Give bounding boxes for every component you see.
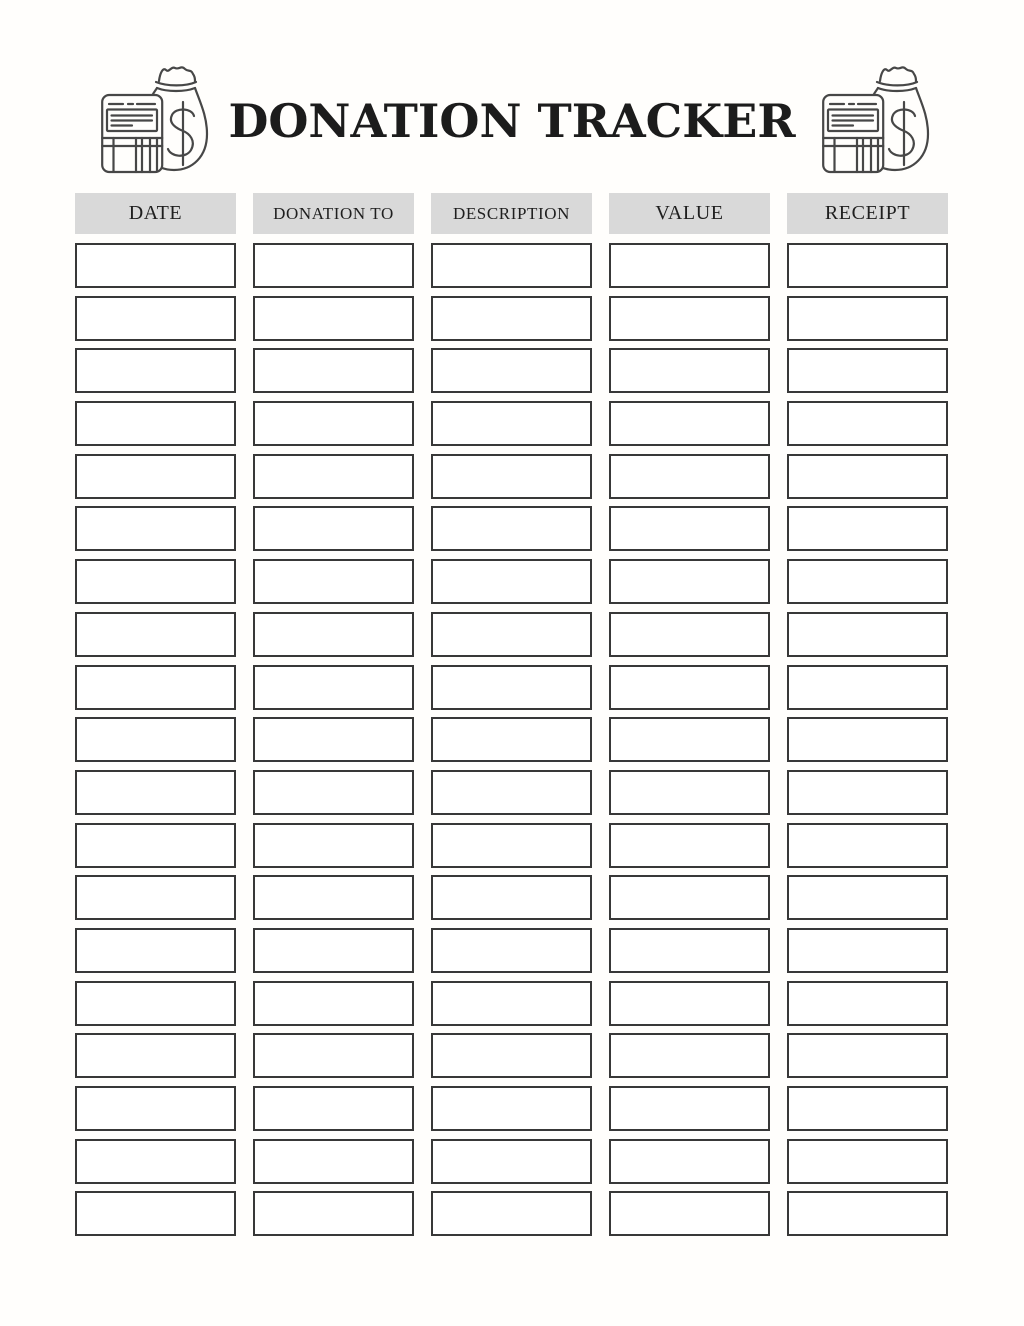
table-cell[interactable]: [431, 823, 592, 868]
table-cell[interactable]: [253, 1086, 414, 1131]
table-cell[interactable]: [75, 875, 236, 920]
table-cell[interactable]: [253, 559, 414, 604]
page-title: DONATION TRACKER: [228, 94, 796, 148]
table-cell[interactable]: [609, 665, 770, 710]
table-cell[interactable]: [787, 928, 948, 973]
table-cell[interactable]: [787, 1033, 948, 1078]
table-cell[interactable]: [253, 717, 414, 762]
table-cell[interactable]: [787, 770, 948, 815]
table-cell[interactable]: [431, 1191, 592, 1236]
table-cell[interactable]: [787, 348, 948, 393]
table-cell[interactable]: [75, 1191, 236, 1236]
table-cell[interactable]: [609, 1086, 770, 1131]
table-cell[interactable]: [75, 506, 236, 551]
table-cell[interactable]: [431, 770, 592, 815]
table-cell[interactable]: [431, 1033, 592, 1078]
table-cell[interactable]: [253, 243, 414, 288]
table-cell[interactable]: [253, 348, 414, 393]
table-cell[interactable]: [787, 612, 948, 657]
table-cell[interactable]: [253, 981, 414, 1026]
donation-table: [75, 193, 948, 1236]
table-cell[interactable]: [609, 401, 770, 446]
table-cell[interactable]: [609, 981, 770, 1026]
table-cell[interactable]: [75, 770, 236, 815]
table-cell[interactable]: [253, 770, 414, 815]
table-cell[interactable]: [609, 770, 770, 815]
table-cell[interactable]: [75, 243, 236, 288]
table-cell[interactable]: [75, 454, 236, 499]
table-cell[interactable]: [75, 348, 236, 393]
table-cell[interactable]: [787, 296, 948, 341]
table-cell[interactable]: [609, 717, 770, 762]
table-cell[interactable]: [787, 1139, 948, 1184]
table-cell[interactable]: [75, 981, 236, 1026]
table-cell[interactable]: [253, 928, 414, 973]
table-cell[interactable]: [609, 928, 770, 973]
table-cell[interactable]: [431, 243, 592, 288]
table-cell[interactable]: [609, 506, 770, 551]
table-cell[interactable]: [75, 717, 236, 762]
table-cell[interactable]: [609, 1139, 770, 1184]
table-cell[interactable]: [787, 1086, 948, 1131]
table-cell[interactable]: [75, 296, 236, 341]
table-cell[interactable]: [431, 1139, 592, 1184]
table-cell[interactable]: [431, 981, 592, 1026]
table-cell[interactable]: [609, 823, 770, 868]
table-cell[interactable]: [75, 928, 236, 973]
table-cell[interactable]: [787, 506, 948, 551]
table-cell[interactable]: [75, 612, 236, 657]
table-cell[interactable]: [431, 454, 592, 499]
table-cell[interactable]: [787, 454, 948, 499]
table-cell[interactable]: [75, 1086, 236, 1131]
table-cell[interactable]: [253, 612, 414, 657]
table-cell[interactable]: [787, 243, 948, 288]
table-cell[interactable]: [609, 1191, 770, 1236]
table-cell[interactable]: [431, 401, 592, 446]
table-cell[interactable]: [609, 243, 770, 288]
table-cell[interactable]: [253, 454, 414, 499]
table-cell[interactable]: [609, 875, 770, 920]
table-cell[interactable]: [75, 401, 236, 446]
table-cell[interactable]: [253, 506, 414, 551]
table-cell[interactable]: [253, 1139, 414, 1184]
table-cell[interactable]: [431, 559, 592, 604]
table-cell[interactable]: [253, 875, 414, 920]
table-cell[interactable]: [787, 823, 948, 868]
table-cell[interactable]: [609, 296, 770, 341]
table-cell[interactable]: [431, 717, 592, 762]
table-cell[interactable]: [609, 348, 770, 393]
column-header-date: DATE: [75, 193, 236, 234]
column-header-receipt: RECEIPT: [787, 193, 948, 234]
table-cell[interactable]: [431, 612, 592, 657]
table-cell[interactable]: [431, 296, 592, 341]
table-header-row: [75, 193, 948, 234]
table-cell[interactable]: [75, 559, 236, 604]
table-cell[interactable]: [253, 401, 414, 446]
table-cell[interactable]: [609, 612, 770, 657]
table-cell[interactable]: [253, 665, 414, 710]
table-cell[interactable]: [787, 717, 948, 762]
table-cell[interactable]: [609, 559, 770, 604]
table-cell[interactable]: [431, 928, 592, 973]
table-cell[interactable]: [253, 1191, 414, 1236]
table-cell[interactable]: [787, 559, 948, 604]
table-cell[interactable]: [253, 1033, 414, 1078]
table-cell[interactable]: [609, 1033, 770, 1078]
table-cell[interactable]: [253, 823, 414, 868]
table-cell[interactable]: [609, 454, 770, 499]
table-cell[interactable]: [787, 1191, 948, 1236]
table-cell[interactable]: [431, 665, 592, 710]
column-header-donation-to: DONATION TO: [253, 193, 414, 234]
table-cell[interactable]: [787, 875, 948, 920]
table-cell[interactable]: [787, 981, 948, 1026]
table-cell[interactable]: [431, 348, 592, 393]
table-cell[interactable]: [75, 823, 236, 868]
column-header-description: DESCRIPTION: [431, 193, 592, 234]
table-cell[interactable]: [75, 1139, 236, 1184]
table-cell[interactable]: [431, 506, 592, 551]
table-cell[interactable]: [787, 665, 948, 710]
table-cell[interactable]: [787, 401, 948, 446]
table-cell[interactable]: [431, 1086, 592, 1131]
table-cell[interactable]: [75, 665, 236, 710]
table-cell[interactable]: [431, 875, 592, 920]
column-header-value: VALUE: [609, 193, 770, 234]
table-cell[interactable]: [253, 296, 414, 341]
table-cell[interactable]: [75, 1033, 236, 1078]
table-body: [75, 243, 948, 1236]
